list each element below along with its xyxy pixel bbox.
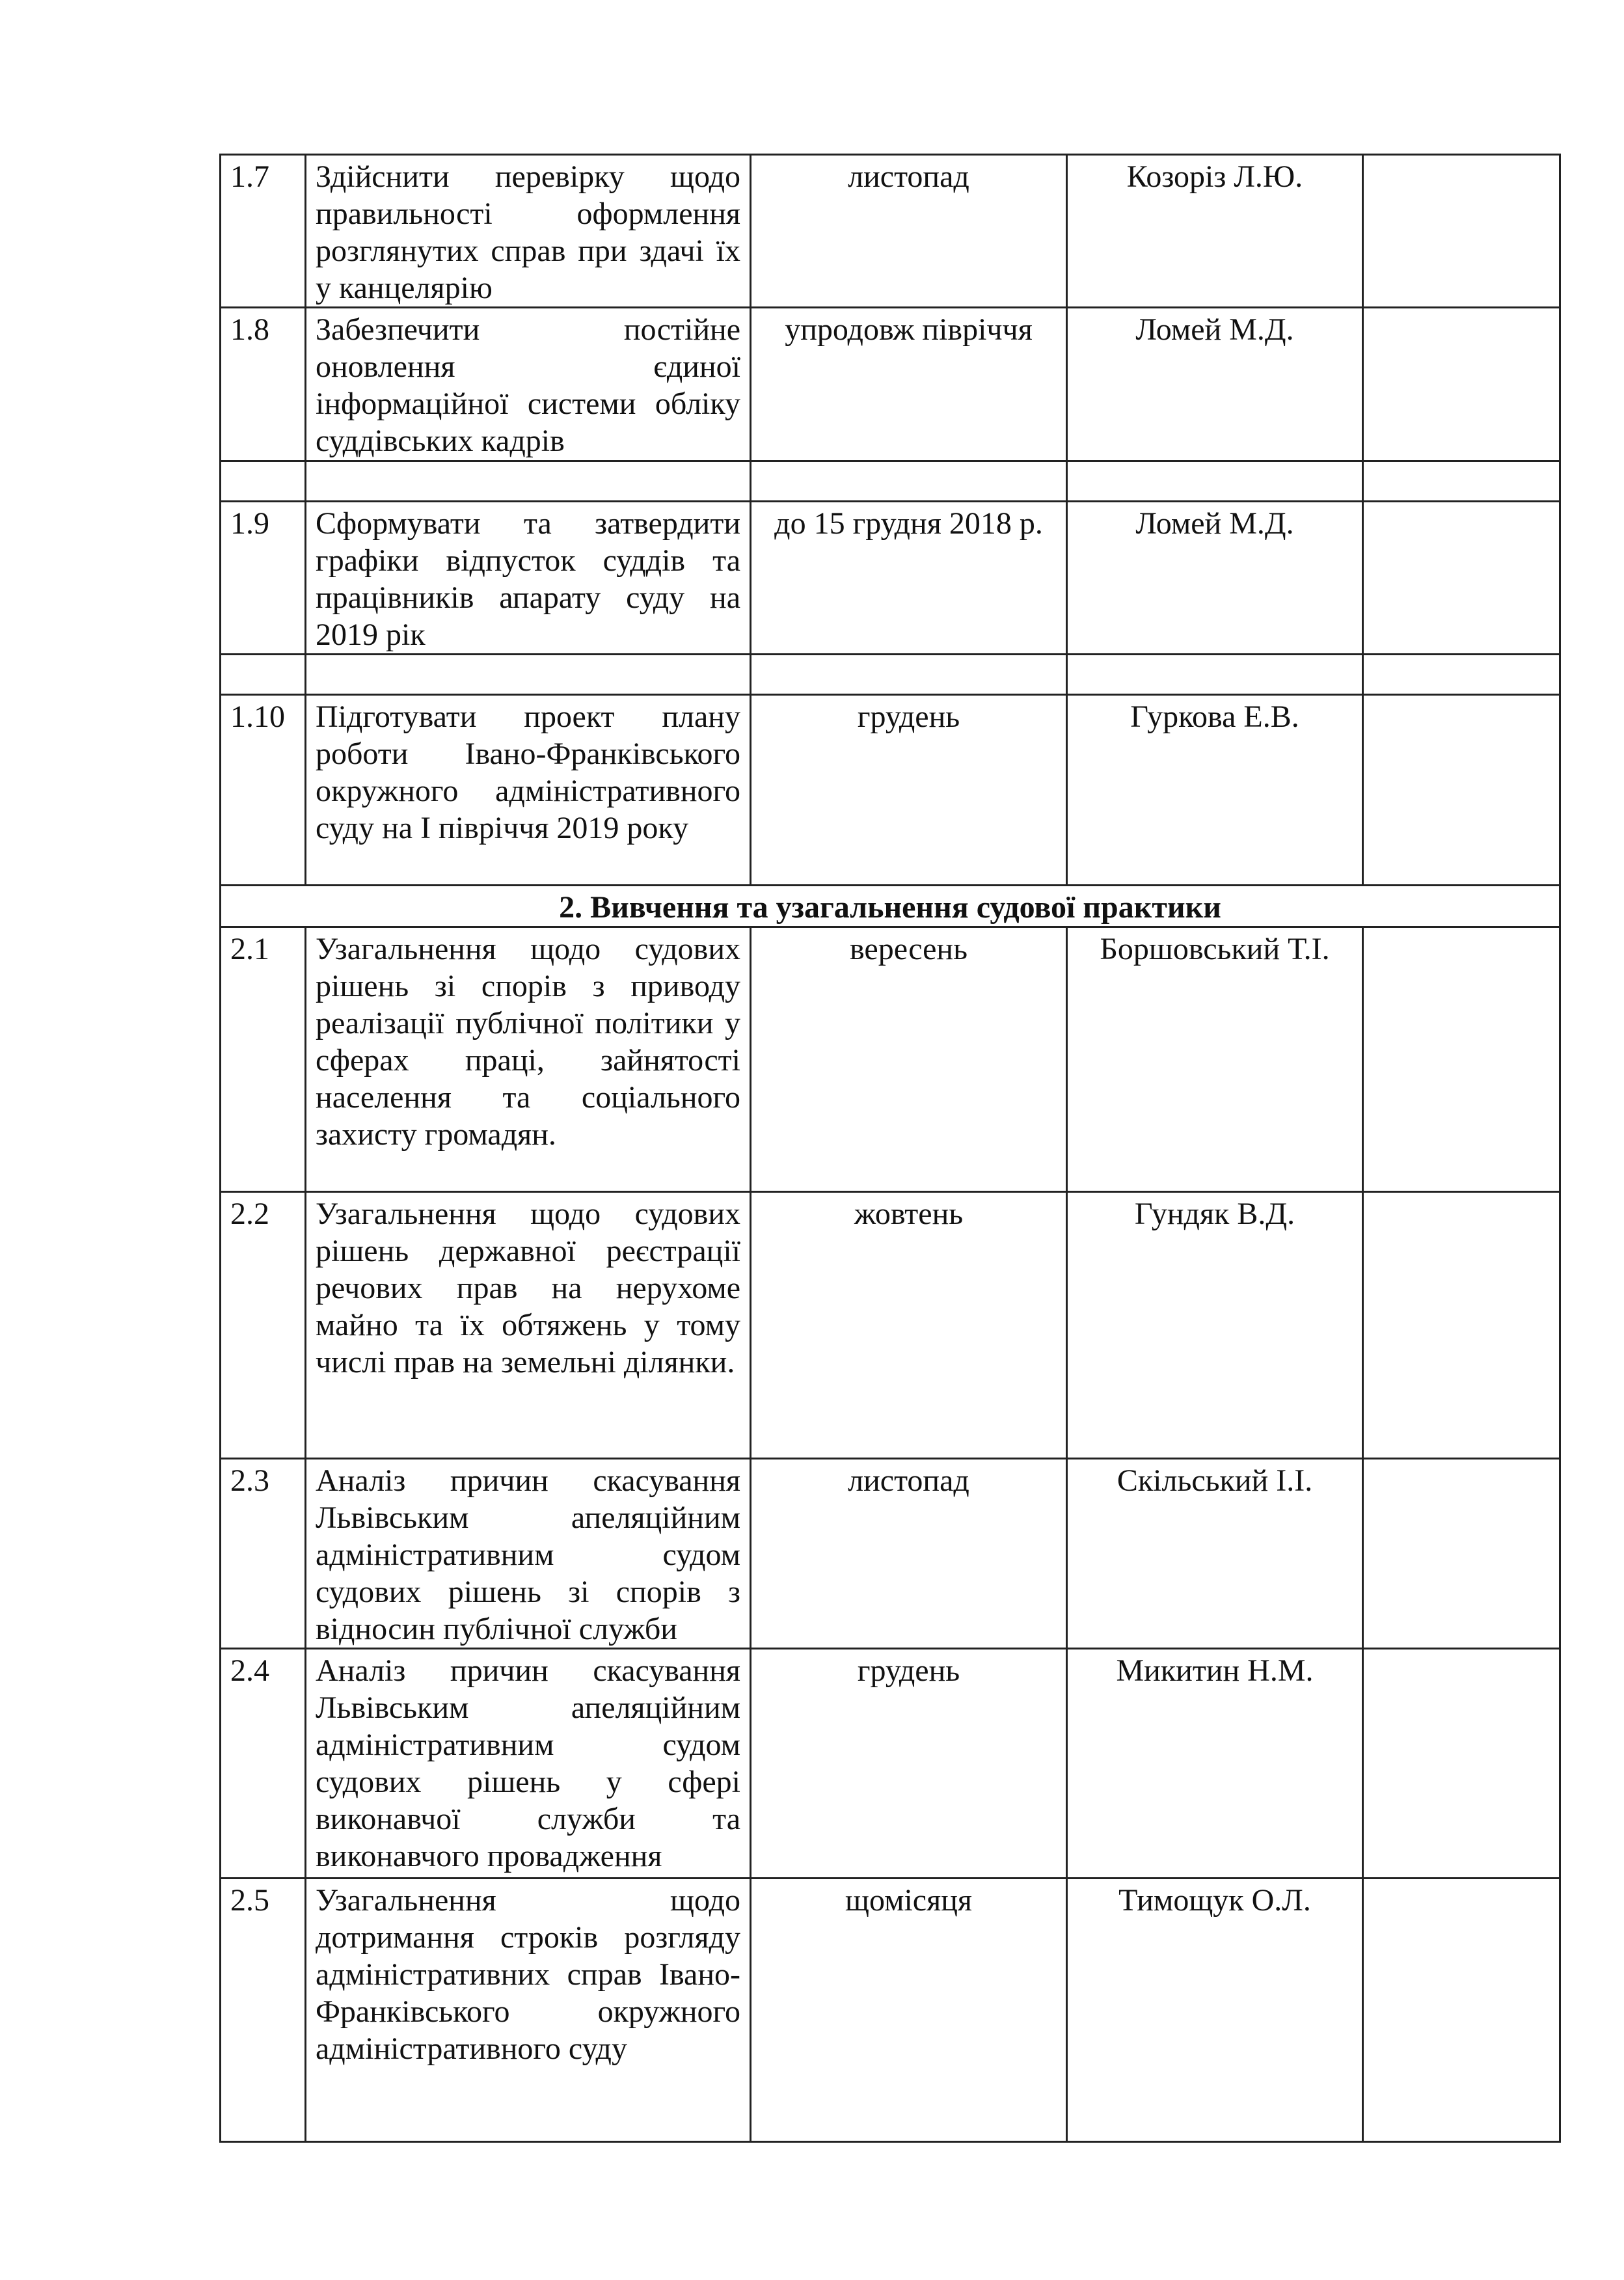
note-cell bbox=[1363, 1459, 1560, 1649]
table-row bbox=[221, 1459, 1560, 1649]
term-text: грудень bbox=[751, 1649, 1067, 1879]
empty-cell bbox=[1363, 461, 1560, 502]
note-cell bbox=[1363, 1879, 1560, 2142]
row-number: 2.2 bbox=[221, 1192, 306, 1459]
responsible-text: Ломей М.Д. bbox=[1067, 308, 1363, 461]
term-text: листопад bbox=[751, 1459, 1067, 1649]
row-number: 2.3 bbox=[221, 1459, 306, 1649]
note-cell bbox=[1363, 1649, 1560, 1879]
note-cell bbox=[1363, 695, 1560, 886]
responsible-text: Боршовський Т.І. bbox=[1067, 927, 1363, 1192]
row-number: 2.5 bbox=[221, 1879, 306, 2142]
section-header-row bbox=[221, 886, 1560, 927]
task-text: Узагальнення щодо дотримання строків розгляду адміністративних справ Івано-Франківського окружного адміністративного суду bbox=[306, 1879, 751, 2142]
responsible-text: Микитин Н.М. bbox=[1067, 1649, 1363, 1879]
empty-cell bbox=[751, 461, 1067, 502]
term-text: грудень bbox=[751, 695, 1067, 886]
table-row bbox=[221, 308, 1560, 461]
section-title: 2. Вивчення та узагальнення судової практики bbox=[221, 886, 1560, 927]
row-number: 1.10 bbox=[221, 695, 306, 886]
empty-cell bbox=[1363, 655, 1560, 695]
term-text: щомісяця bbox=[751, 1879, 1067, 2142]
task-text: Здійснити перевірку щодо правильності оформлення розглянутих справ при здачі їх у канцелярію bbox=[306, 155, 751, 308]
empty-row bbox=[221, 655, 1560, 695]
responsible-text: Ломей М.Д. bbox=[1067, 502, 1363, 655]
table-row bbox=[221, 1649, 1560, 1879]
task-text: Забезпечити постійне оновлення єдиної інформаційної системи обліку суддівських кадрів bbox=[306, 308, 751, 461]
term-text: листопад bbox=[751, 155, 1067, 308]
table-row bbox=[221, 695, 1560, 886]
work-plan-table bbox=[219, 154, 1561, 2143]
table-row bbox=[221, 1192, 1560, 1459]
empty-row bbox=[221, 461, 1560, 502]
note-cell bbox=[1363, 927, 1560, 1192]
task-text: Аналіз причин скасування Львівським апеляційним адміністративним судом судових рішень зі спорів з відносин публічної служби bbox=[306, 1459, 751, 1649]
responsible-text: Скільський І.І. bbox=[1067, 1459, 1363, 1649]
row-number: 1.8 bbox=[221, 308, 306, 461]
table-row bbox=[221, 1879, 1560, 2142]
empty-cell bbox=[751, 655, 1067, 695]
row-number: 2.4 bbox=[221, 1649, 306, 1879]
table-row bbox=[221, 502, 1560, 655]
empty-cell bbox=[1067, 655, 1363, 695]
note-cell bbox=[1363, 502, 1560, 655]
responsible-text: Козоріз Л.Ю. bbox=[1067, 155, 1363, 308]
empty-cell bbox=[221, 461, 306, 502]
term-text: до 15 грудня 2018 р. bbox=[751, 502, 1067, 655]
task-text: Узагальнення щодо судових рішень державної реєстрації речових прав на нерухоме майно та їх обтяжень у тому числі прав на земельні ділянки. bbox=[306, 1192, 751, 1459]
table-row bbox=[221, 155, 1560, 308]
task-text: Сформувати та затвердити графіки відпусток суддів та працівників апарату суду на 2019 рік bbox=[306, 502, 751, 655]
term-text: вересень bbox=[751, 927, 1067, 1192]
responsible-text: Гуркова Е.В. bbox=[1067, 695, 1363, 886]
responsible-text: Тимощук О.Л. bbox=[1067, 1879, 1363, 2142]
row-number: 2.1 bbox=[221, 927, 306, 1192]
task-text: Підготувати проект плану роботи Івано-Франківського окружного адміністративного суду на І півріччя 2019 року bbox=[306, 695, 751, 886]
term-text: упродовж півріччя bbox=[751, 308, 1067, 461]
task-text: Узагальнення щодо судових рішень зі спорів з приводу реалізації публічної політики у сферах праці, зайнятості населення та соціального захисту громадян. bbox=[306, 927, 751, 1192]
empty-cell bbox=[306, 655, 751, 695]
row-number: 1.9 bbox=[221, 502, 306, 655]
note-cell bbox=[1363, 155, 1560, 308]
table-row bbox=[221, 927, 1560, 1192]
row-number: 1.7 bbox=[221, 155, 306, 308]
term-text: жовтень bbox=[751, 1192, 1067, 1459]
empty-cell bbox=[1067, 461, 1363, 502]
task-text: Аналіз причин скасування Львівським апеляційним адміністративним судом судових рішень у сфері виконавчої служби та виконавчого провадження bbox=[306, 1649, 751, 1879]
empty-cell bbox=[221, 655, 306, 695]
note-cell bbox=[1363, 1192, 1560, 1459]
note-cell bbox=[1363, 308, 1560, 461]
empty-cell bbox=[306, 461, 751, 502]
responsible-text: Гундяк В.Д. bbox=[1067, 1192, 1363, 1459]
